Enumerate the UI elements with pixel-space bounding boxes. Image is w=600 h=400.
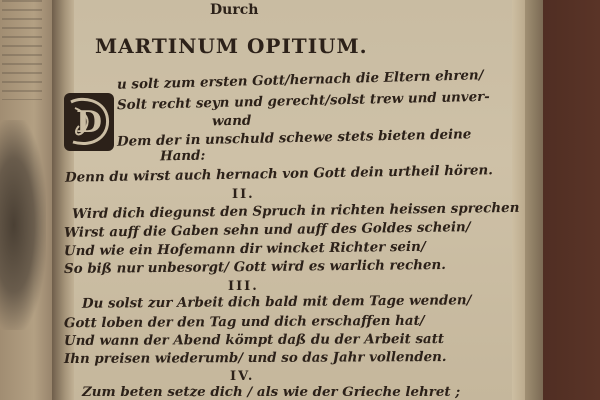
left-page-text-fragment [2,0,42,100]
book-binding [525,0,543,400]
left-page-illustration [0,120,46,330]
svg-text:D: D [75,105,103,140]
text-line: Dem der in unschuld schewe stets bieten deine [116,126,472,150]
text-line: Hand: [159,147,206,165]
text-line: Du solst zur Arbeit dich bald mit dem Tage wenden/ [81,292,472,312]
text-line: Ihn preisen wiederumb/ und so das Jahr vollenden. [63,348,447,368]
text-line: Solt recht seyn und gerecht/solst trew und unver- [116,88,490,114]
text-line: Wird dich diegunst den Spruch in richten heissen sprechen [71,199,520,223]
text-line: Zum beten setze dich / als wie der Grieche lehret ; [82,384,461,400]
text-line: wand [211,112,252,130]
text-line: Und wann der Abend kömpt daß du der Arbeit satt [63,331,445,349]
text-line: Gott loben der den Tag und dich erschaffen hat/ [63,312,425,332]
text-line: u solt zum ersten Gott/hernach die Eltern ehren/ [116,67,484,93]
text-line: So biß nur unbesorgt/ Gott wird es warlich rechen. [63,257,446,277]
text-line: Und wie ein Hofemann dir wincket Richter sein/ [63,238,426,260]
header-word: Durch [210,2,259,18]
author-title: MARTINUM OPITIUM. [95,34,368,58]
text-line: Wirst auff die Gaben sehn und auff des Goldes schein/ [63,219,471,241]
stanza-numeral: IV. [230,369,255,384]
stanza-numeral: II. [232,187,255,202]
text-line: Denn du wirst auch hernach von Gott dein urtheil hören. [64,162,494,186]
decorated-initial [63,92,115,152]
stanza-numeral: III. [228,279,259,294]
